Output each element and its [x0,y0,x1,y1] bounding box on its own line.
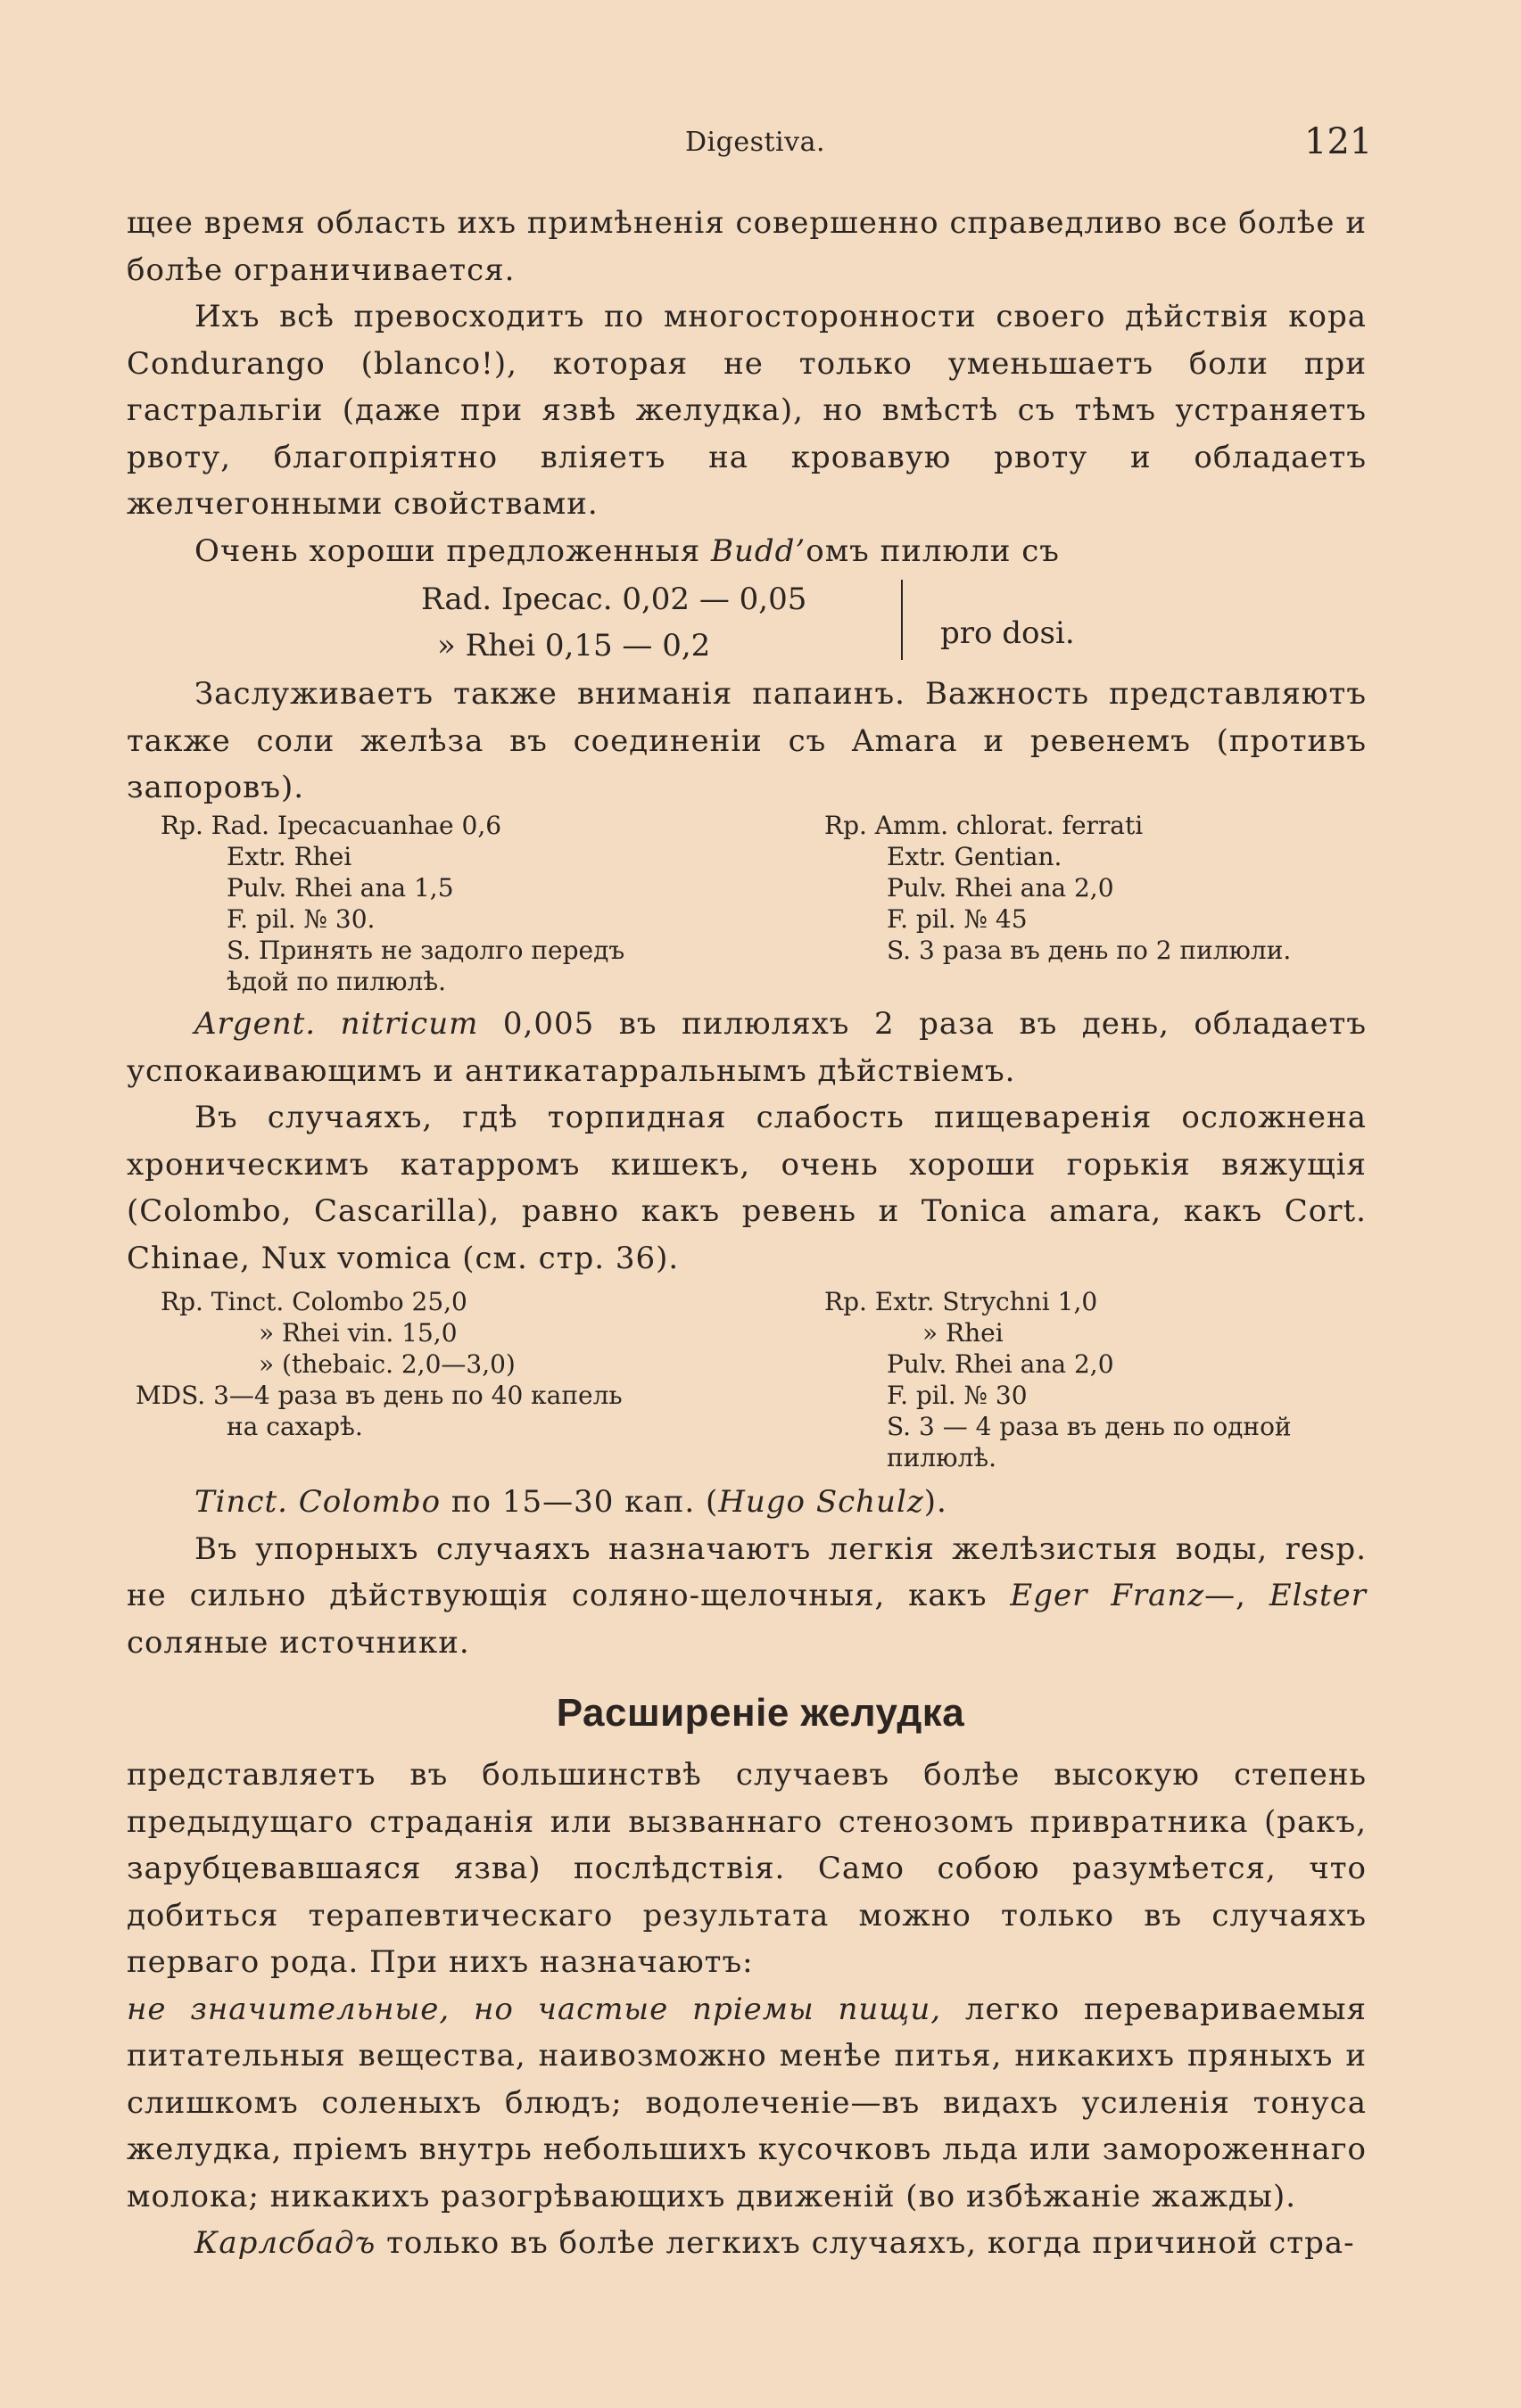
text-run: Очень хороши предложенныя [194,532,701,569]
rx-line: Extr. Rhei [227,842,352,871]
section-heading: Расширеніе желудка [556,1691,965,1735]
text-block-4 [127,1479,1367,1666]
paragraph [127,2220,1367,2267]
formula-line: Rad. Ipecac. 0,02 — 0,05 [421,581,807,617]
formula-line: » Rhei 0,15 — 0,2 [437,628,711,664]
text-run: соляные источники. [127,1624,470,1661]
text-run: только въ болѣе легкихъ случаяхъ, когда причиной стра- [376,2225,1355,2261]
rx-line: F. pil. № 45 [887,904,1028,934]
rx-line: ѣдой по пилюлѣ. [227,967,447,996]
page-number: 121 [1304,121,1373,162]
rx-line: F. pil. № 30 [887,1381,1028,1410]
rx-line: S. Принять не задолго передъ [227,936,625,965]
rx-line: » Rhei vin. 15,0 [259,1318,458,1348]
rx-line: пилюлѣ. [887,1443,997,1472]
prescription-left-2 [136,1286,623,1442]
text-block-2 [127,671,1367,812]
text-run: Въ упорныхъ случаяхъ назначаютъ легкія желѣзистыя воды, resp. не сильно дѣйствующія соляно-щелочныя, какъ [127,1530,1367,1613]
paragraph [127,1479,1367,1526]
prescription-left-1 [161,810,624,997]
text-run: легко перевариваемыя питательныя вещества, наивозможно менѣе питья, никакихъ пряныхъ и слишкомъ соленыхъ блюдъ; водолеченіе—въ видахъ усиленія тонуса желудка, пріемъ внутрь небольшихъ кусочковъ льда или замороженнаго молока; никакихъ разогрѣвающихъ движеній (во избѣжаніе жажды). [127,1991,1367,2214]
text-run: —, [1204,1578,1269,1613]
rx-line: » Rhei [922,1318,1004,1348]
rx-line: Rp. Rad. Ipecacuanhae 0,6 [161,811,502,840]
text-run: ). [923,1484,947,1520]
text-run: по 15—30 кап. ( [441,1484,719,1520]
drug-name: Tinct. Colombo [194,1484,442,1520]
rx-line: Rp. Amm. chlorat. ferrati [824,811,1144,840]
text-run: 0,005 въ пилюляхъ 2 раза въ день, обладаетъ успокаивающимъ и антикатарральнымъ дѣйствіемъ. [127,1006,1368,1089]
paragraph [127,1001,1367,1094]
author-name: Budd’ [711,532,806,569]
author-name: Hugo Schulz [718,1484,924,1520]
rx-line: F. pil. № 30. [227,904,376,934]
rx-line: S. 3 раза въ день по 2 пилюли. [887,936,1292,965]
rx-line: Rp. Tinct. Colombo 25,0 [161,1287,467,1316]
text-block-1 [127,200,1367,574]
rx-line: Pulv. Rhei ana 2,0 [887,873,1114,903]
rx-line: на сахарѣ. [227,1412,363,1441]
drug-name: Argent. nitricum [194,1006,479,1042]
paragraph: Въ случаяхъ, гдѣ торпидная слабость пищеваренія осложнена хроническимъ катарромъ кишекъ, очень хороши горькія вяжущія (Colombo, Cascarilla), равно какъ ревень и Tonica amara, какъ Cort. Chinae, Nux vomica (см. стр. 36). [127,1100,1367,1276]
emphasis: не значительные, но частые пріемы пищи, [127,1991,942,2027]
paragraph: Ихъ всѣ превосходитъ по многосторонности своего дѣйствія кора Condurango (blanco!), которая не только уменьшаетъ боли при гастральгіи (даже при язвѣ желудка), но вмѣстѣ съ тѣмъ устраняетъ рвоту, благопріятно вліяетъ на кровавую рвоту и обладаетъ желчегонными свойствами. [127,299,1367,522]
text-run: омъ пилюли съ [806,532,1060,569]
rx-line: MDS. 3—4 раза въ день по 40 капель [136,1381,623,1410]
rx-line: » (thebaic. 2,0—3,0) [259,1349,516,1379]
prescription-right-1 [824,810,1291,966]
rx-line: Extr. Gentian. [887,842,1062,871]
paragraph [127,1526,1367,1667]
formula-brace [892,580,903,660]
text-block-5 [127,1752,1367,2267]
paragraph: щее время область ихъ примѣненія совершенно справедливо все болѣе и болѣе ограничивается. [127,205,1367,288]
spring-name: Elster [1269,1578,1367,1613]
place-name: Карлсбадъ [194,2225,376,2261]
formula-note: pro dosi. [940,615,1075,651]
running-header: Digestiva. [685,127,826,158]
rx-line: S. 3 — 4 раза въ день по одной [887,1412,1292,1441]
spring-name: Eger Franz [1010,1578,1205,1613]
paragraph: Заслуживаетъ также вниманія папаинъ. Важность представляютъ также соли желѣза въ соединеніи съ Amara и ревенемъ (противъ запоровъ). [127,676,1367,805]
rx-line: Rp. Extr. Strychni 1,0 [824,1287,1098,1316]
paragraph [127,1986,1367,2221]
rx-line: Pulv. Rhei ana 1,5 [227,873,454,903]
paragraph [127,528,1367,575]
prescription-right-2 [824,1286,1292,1473]
paragraph: представляетъ въ большинствѣ случаевъ болѣе высокую степень предыдущаго страданія или вызваннаго стенозомъ привратника (ракъ, зарубцевавшаяся язва) послѣдствія. Само собою разумѣется, что добиться терапевтическаго результата можно только въ случаяхъ перваго рода. При нихъ назначаютъ: [127,1757,1367,1980]
rx-line: Pulv. Rhei ana 2,0 [887,1349,1114,1379]
text-block-3 [127,1001,1367,1282]
